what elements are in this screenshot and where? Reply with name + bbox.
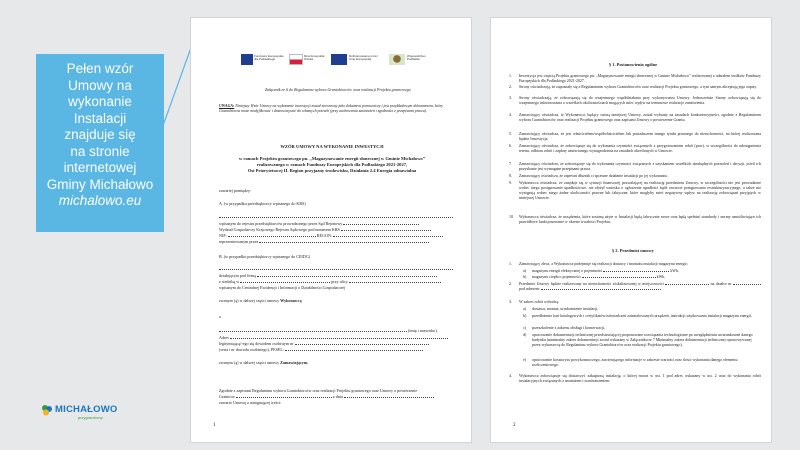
sub-item: b) magazynu ciepła o pojemności kWh,: [523, 274, 666, 279]
page-number: 2: [513, 423, 516, 428]
callout-line: wykonanie: [68, 94, 132, 109]
clause-item: 3. Strony oświadczają, że zobowiązują się do wzajemnego współdziałania przy wykonywaniu Umowy. Jednocześnie Strony zobowiązują się do wzajemnego informowania o wszelkich okolicznościach mogących mieć wpływ na terminowe realizacje zamówienia.: [509, 95, 761, 106]
form-field-represented: reprezentowanym przez: [219, 239, 453, 244]
document-page-2: [490, 17, 772, 443]
michalowo-logo: [40, 403, 118, 421]
clause-item: 4. Zamawiający oświadcza, iż Wykonawca, będący stroną niniejszej Umowy, został wybrany na zasadach konkurencyjności, zgodnie z Regulaminem wyboru Grantobiorców oraz realizacji Projektu grantowego oraz zapisami Umowy o powierzenie Grantu.: [509, 112, 761, 123]
concluded-contract-line: zawarto Umowę o następującej treści:: [219, 400, 282, 405]
info-callout: [36, 54, 164, 232]
clause-item: 7. Zamawiający oświadcza, że zobowiązuje się do wykonania czynności związanych z uzyskaniem wszelkich niezbędnych pozwoleń i decyzji, jeżeli ich pozyskanie jest wymagane przepisami prawa.: [509, 161, 761, 172]
document-page-1: [190, 17, 472, 443]
logo-emblem-icon: [40, 403, 54, 417]
contract-subtitle-1: w ramach Projektu grantowego pn. „Magazynowanie energii słonecznej w Gminie Michałowo”: [238, 156, 426, 161]
callout-line: znajduje się: [64, 127, 136, 142]
clause-item: 9. Wykonawca oświadcza, że znajduje się w sytuacji finansowej pozwalającej na realizację przedmiotu Umowy, w szczególności nie jest prowadzone wobec niego postępowanie upadłościowe, nie złożył wniosku o ogłoszenie upadłości bądź otwarcie postępowania restrukturyzacyjnego, a także nie występują wobec niego żadne okoliczności prawne lub faktyczne, które mogłyby mieć negatywny wpływ na realizację zobowiązań przyjętych w niniejszej Umowie.: [509, 180, 761, 201]
funding-logos-bar: [241, 52, 426, 68]
and-conjunction: a: [219, 314, 221, 319]
ceidg-registry-line: wpisanym do Centralnej Ewidencji i Informacji o Działalności Gospodarczej: [219, 285, 346, 290]
sub-item: d) opracowanie dokumentacji technicznej przedstawiającej proponowane rozwiązania technologiczne po uwzględnieniu uwarunkowań danego budynku (minimalny zakres dokumentacji został wskazany w Załączniku nr 7 Minimalny zakres dokumentacji technicznej opracowywanej przez wykonawcę do Regulaminu wyboru Grantobiorców oraz realizacji Projektu grantowego),: [523, 332, 753, 348]
form-field-krs-court: wpisanym do rejestru przedsiębiorców prowadzonego przez Sąd Rejonowy: [219, 221, 453, 226]
clause-item: 2. Przedmiot Umowy będzie realizowany na nieruchomości zlokalizowanej w miejscowości na działce nr pod adresem:: [509, 281, 761, 291]
callout-line: Umowy na: [68, 77, 132, 93]
note-text: Niniejszy Wzór Umowy na wykonanie inwestycji został stworzony jako dokument pomocniczy i jest przykładowym dokumentem, który Grantobiorca może modyfikować i dostosowywać do własnych potrzeb (przy zachowaniu zastrzeżeń i zgodności z przepisami prawa).: [219, 104, 443, 113]
form-field-names: (imię i nazwisko),: [219, 328, 453, 333]
pl-flag-icon: [289, 54, 303, 65]
note-label: UWAGA:: [219, 104, 235, 108]
callout-line: internetowej: [63, 160, 137, 175]
form-field-pesel: (seria i nr dowodu osobistego), PESEL:: [219, 347, 453, 352]
sub-item: a) magazynu energii elektrycznej o pojemności kWh,: [523, 268, 679, 273]
contractor-designation: zwanym (ą) w dalszej części umowy Wykonawcą: [219, 298, 302, 303]
callout-line: Instalacji: [73, 110, 127, 126]
pl-logo-text: Rzeczpospolita Polska: [304, 54, 325, 62]
blank-line: [219, 214, 453, 219]
callout-pointer-line: [155, 40, 195, 150]
section-1-heading: § 1. Postanowienia ogólne: [608, 62, 658, 67]
sub-item: e) opracowanie kosztorysu powykonawczego, zawierającego informacje w zakresie wartości oraz ilości wykonania danego elementu rozliczeniowego.: [523, 357, 738, 368]
clause-item: 2. Strony oświadczają, że zapoznały się z Regulaminem wyboru Grantobiorców oraz realizacji Projektu grantowego, a tym samym akceptują jego zapisy.: [509, 84, 757, 89]
callout-line: Pełen wzór: [66, 61, 134, 76]
contract-subtitle-2: realizowanego w ramach Funduszy Europejskich dla Podlaskiego 2021-2027,: [256, 162, 408, 167]
page-number: 1: [213, 423, 216, 428]
client-designation: zwanym (ą) w dalszej części umowy Zamawiającym.: [219, 360, 309, 365]
region-logo-text: Województwo Podlaskie: [407, 54, 426, 62]
clause-item: 6. Zamawiający oświadcza, że zobowiązuje się do wykonania czynności związanych z przygotowaniem robót (prac), w szczególności do udostępnienia terenu, odbioru robót i zapłaty umówionego wynagrodzenia na zasadach określonych w Umowie.: [509, 143, 761, 154]
eu-flag-icon: [331, 54, 347, 65]
logo-tagline: przygraniczny: [78, 415, 103, 420]
contract-subtitle-3: Osi Priorytetowej II. Region przyjazny środowisku, Działania 2.4 Energia odnawialna: [247, 168, 417, 173]
sub-item: b) przedłożenie kart katalogowych i certyfikatów/zaświadczeń zainstalowanych urządzeń, instrukcji użytkowania instalacji magazynu energii,: [523, 313, 752, 318]
clause-item: 1. Zamawiający zleca, a Wykonawca podejmuje się realizacji dostawy i montażu instalacji magazynu energii:: [509, 261, 688, 266]
callout-line: na stronie: [70, 143, 130, 159]
clause-item: 1. Inwestycja jest częścią Projektu grantowego pn. „Magazynowanie energii słonecznej w Gminie Michałowo” realizowanej z udziałem środków Funduszy Europejskich dla Podlaskiego 2021-2027.: [509, 73, 761, 84]
fe-logo-icon: [241, 54, 253, 65]
attachment-reference: Załącznik nr 6 do Regulaminu wyboru Grantobiorców oraz realizacji Projektu grantowego: [265, 87, 411, 92]
form-field-address: Adres: [219, 335, 453, 340]
callout-website[interactable]: michalowo.eu: [58, 193, 142, 208]
grant-number-line: Grantu nr z dnia: [219, 394, 453, 399]
fe-logo-text: Fundusze Europejskie dla Podlaskiego: [254, 54, 284, 62]
option-b-heading: B. (w przypadku przedsiębiorcy wpisanego do CEIDG): [219, 254, 311, 259]
form-field-seat-street: z siedzibą w przy ulicy: [219, 279, 453, 284]
blank-line: [219, 266, 453, 271]
consistent-with-line: Zgodnie z zapisami Regulaminu wyboru Grantobiorców oraz realizacji Projektu grantowego oraz Umowy o powierzenie: [219, 388, 418, 393]
option-a-heading: A. (w przypadku przedsiębiorcy wpisanego do KRS): [219, 201, 306, 206]
sub-item: a) dostawa, montaż, uruchomienie instalacji,: [523, 306, 599, 311]
callout-line: Gminy Michałowo: [46, 176, 154, 192]
form-field-nip-regon: NIP: REGON:: [219, 233, 453, 238]
bison-emblem-icon: [389, 54, 405, 65]
form-field-krs-number: Wydział Gospodarczy Krajowego Rejestru Sądowego pod numerem KRS: [219, 227, 453, 232]
contract-title: WZÓR UMOWY NA WYKONANIE INWESTYCJI: [280, 144, 384, 149]
eu-logo-text: Dofinansowane przez Unię Europejską: [349, 54, 378, 62]
clause-item: 10. Wykonawca oświadcza, że urządzenia, które zostaną użyte w Instalacji będą fabrycznie nowe oraz będą spełniać standardy i normy umożliwiające ich prawidłowe funkcjonowanie w okresie trwałości Projektu.: [509, 214, 761, 225]
sub-item: c) przeszkolenie z zakresu obsługi i konserwacji,: [523, 325, 606, 330]
clause-item: 5. Zamawiający oświadcza, że jest właścicielem/współwłaścicielem lub posiadaczem innego tytułu prawnego do nieruchomości, na której realizowana będzie Inwestycja.: [509, 131, 761, 142]
clause-item: 4. Wykonawca zobowiązuje się dostarczyć zakupioną instalację, o której mowa w ust. 1 pod adres wskazany w ust. 2 oraz do wykonania robót instalacyjnych związanych z montażem i uruchomieniem.: [509, 373, 761, 384]
form-field-firm: działającym pod firmą: [219, 273, 453, 278]
section-2-heading: § 2. Przedmiot umowy: [612, 248, 654, 253]
form-field-id-card: legitymującą/-ego się dowodem osobistym nr: [219, 341, 453, 346]
concluded-between: zawartej pomiędzy:: [219, 188, 252, 193]
logo-name: MICHAŁOWO: [55, 404, 118, 415]
template-note: [219, 104, 455, 114]
clause-item: 3. W zakres robót wchodzą:: [509, 299, 560, 304]
clause-item: 8. Zamawiający oświadcza, że zapewni dłużnik ci sprawne działanie instalacji po jej wykonaniu.: [509, 173, 668, 178]
